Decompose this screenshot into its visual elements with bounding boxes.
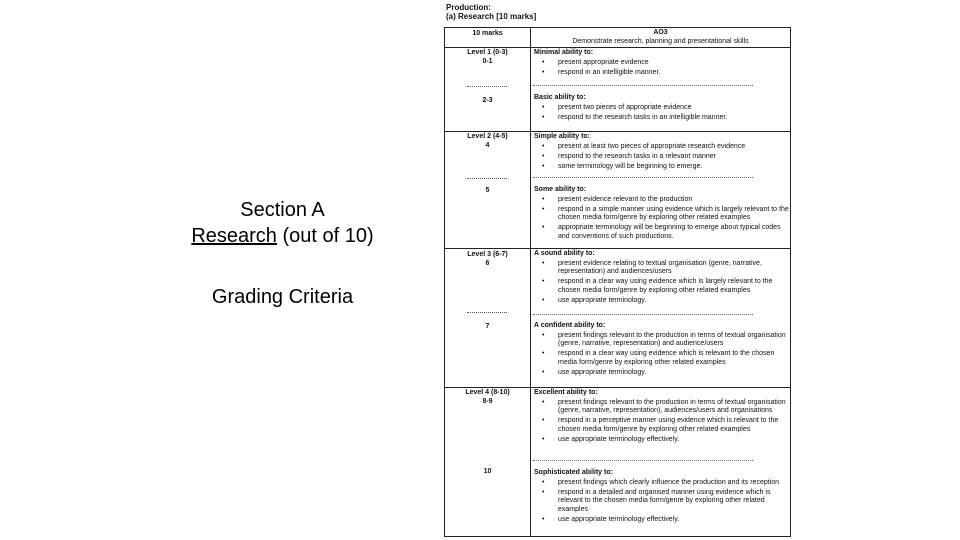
band-item: • present findings which clearly influence the production and its reception <box>534 479 789 488</box>
band-item: • present two pieces of appropriate evidence <box>534 104 789 113</box>
row-divider <box>445 131 790 132</box>
band-item: • respond in a perceptive manner using evidence which is relevant to the chosen media form/genre by exploring other related examples <box>534 417 789 434</box>
band-item: • use appropriate terminology effectively. <box>534 516 789 525</box>
band-item: • use appropriate terminology. <box>534 297 789 306</box>
band-title: A confident ability to: <box>534 322 606 329</box>
slide-subtitle <box>150 223 415 249</box>
level-4-mark-a: 8-9 <box>482 398 493 405</box>
dotted-divider <box>467 178 507 179</box>
dotted-divider <box>533 85 753 86</box>
band-title: Simple ability to: <box>534 133 591 140</box>
band-item: • respond in a simple manner using evidence which is largely relevant to the chosen media form/genre by exploring other related examples <box>534 206 789 223</box>
band-item: • use appropriate terminology. <box>534 369 789 378</box>
col-header-marks: 10 marks <box>472 30 503 37</box>
level-2-label: Level 2 (4-5) <box>467 133 508 140</box>
band-item: • present findings relevant to the production in terms of textual organisation (genre, narrative, representation), audiences/users and organisations <box>534 399 789 416</box>
band-item: • respond in a clear way using evidence which is largely relevant to the chosen media form/genre by exploring other related examples <box>534 278 789 295</box>
band-item: • respond to the research tasks in a relevant manner <box>534 153 789 162</box>
band-item: • present appropriate evidence <box>534 59 789 68</box>
band-item: • appropriate terminology will be beginning to emerge about typical codes and conventions of such productions. <box>534 224 789 241</box>
criteria-document <box>414 0 794 540</box>
band-item: • respond in a clear way using evidence which is relevant to the chosen media form/genre by exploring other related examples <box>534 350 789 367</box>
band-item: • respond in an intelligible manner. <box>534 69 789 78</box>
level-2-mark-b: 5 <box>485 187 490 194</box>
ao-label: AO3 <box>653 29 668 36</box>
ao-description: Demonstrate research, planning and presentational skills <box>572 37 749 45</box>
level-4-mark-b: 10 <box>483 468 492 475</box>
level-3-mark-b: 7 <box>485 323 490 330</box>
subtitle-rest: (out of 10) <box>276 225 374 247</box>
level-1-mark-b: 2-3 <box>482 97 493 104</box>
band-confident <box>534 322 789 379</box>
band-item: • respond to the research tasks in an intelligible manner. <box>534 114 789 123</box>
level-3-mark-a: 6 <box>485 260 490 267</box>
slide-caption: Grading Criteria <box>211 286 354 308</box>
slide-title: Section A <box>240 199 325 221</box>
band-basic <box>534 94 789 124</box>
band-item: • respond in a detailed and organised manner using evidence which is relevant to the chosen media form/genre by exploring other related examples <box>534 489 789 515</box>
band-minimal <box>534 49 789 79</box>
band-sophisticated <box>534 469 789 526</box>
doc-subheading: (a) Research [10 marks] <box>446 12 537 21</box>
column-divider <box>530 28 531 536</box>
band-title: Sophisticated ability to: <box>534 469 613 476</box>
band-title: Excellent ability to: <box>534 389 598 396</box>
band-item: • present evidence relating to textual organisation (genre, narrative, representation) and audiences/users <box>534 260 789 277</box>
band-simple <box>534 133 789 173</box>
level-1-mark-a: 0-1 <box>482 58 493 65</box>
band-item: • present findings relevant to the production in terms of textual organisation (genre, narrative, representation) and audience/users <box>534 332 789 349</box>
level-2-mark-a: 4 <box>485 142 490 149</box>
criteria-table <box>444 27 791 537</box>
band-item: • use appropriate terminology effectively. <box>534 436 789 445</box>
row-divider <box>445 387 790 388</box>
dotted-divider <box>467 312 507 313</box>
band-title: Basic ability to: <box>534 94 586 101</box>
band-item: • present at least two pieces of appropriate research evidence <box>534 143 789 152</box>
band-some <box>534 186 789 243</box>
row-divider <box>445 47 790 48</box>
level-3-label: Level 3 (6-7) <box>467 251 508 258</box>
col-header-ao <box>531 29 790 46</box>
dotted-divider <box>533 460 753 461</box>
band-title: A sound ability to: <box>534 250 595 257</box>
dotted-divider <box>533 314 753 315</box>
level-4-label: Level 4 (8-10) <box>465 389 510 396</box>
row-divider <box>445 248 790 249</box>
doc-heading: Production: <box>446 3 491 12</box>
band-title: Some ability to: <box>534 186 587 193</box>
band-excellent <box>534 389 789 446</box>
dotted-divider <box>467 86 507 87</box>
band-sound <box>534 250 789 307</box>
dotted-divider <box>533 177 753 178</box>
level-1-label: Level 1 (0-3) <box>467 49 508 56</box>
band-item: • some terminology will be beginning to emerge. <box>534 163 789 172</box>
subtitle-underlined: Research <box>191 225 277 247</box>
band-title: Minimal ability to: <box>534 49 594 56</box>
band-item: • present evidence relevant to the production <box>534 196 789 205</box>
